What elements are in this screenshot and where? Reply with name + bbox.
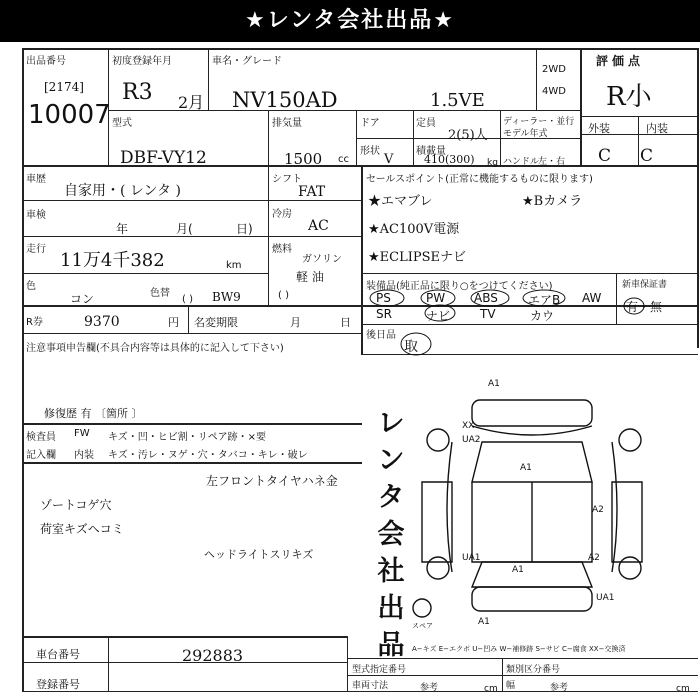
dealer-label: ディーラー・並行 [503, 117, 575, 127]
width-label: 幅 [506, 681, 516, 691]
reg-month: 2月 [178, 93, 205, 112]
car-diagram [412, 372, 698, 634]
mileage-label: 走行 [26, 244, 46, 255]
class-number-label: 類別区分番号 [506, 665, 561, 675]
color-value: コン [70, 292, 95, 306]
name-change-month: 月 [290, 316, 301, 329]
delivery-value: 取 [404, 339, 418, 355]
name-change-day: 日 [340, 316, 351, 329]
color-code: BW9 [212, 290, 241, 304]
model-label: 型式 [112, 118, 132, 129]
vehicle-size-label: 車両寸法 [352, 681, 389, 691]
damage-label: UA2 [462, 435, 481, 445]
warranty-value: 有・無 [626, 300, 663, 314]
damage-label: A1 [520, 463, 532, 473]
inspector-row1: キズ・凹・ヒビ割・リペア跡・×要 [108, 432, 266, 443]
drive-2wd: 2WD [542, 64, 566, 75]
equipment-circles [362, 286, 696, 326]
interior-label: 内装 [646, 122, 668, 135]
color-paren: ( ) [182, 294, 193, 305]
door-label: ドア [360, 118, 380, 129]
exterior-grade: C [598, 146, 612, 166]
equip-tv: TV [480, 307, 496, 321]
shift-label: シフト [272, 174, 302, 185]
equipment-label: 装備品(純正品に限り○をつけてください) [366, 281, 553, 292]
equip-sr: SR [376, 307, 392, 321]
recycle-value: 9370 [84, 314, 120, 330]
cm-label: cm [676, 684, 690, 694]
equip-navi: ナビ [426, 309, 451, 323]
sales-point-item: ★AC100V電源 [368, 222, 460, 237]
sales-point-item: ★エマブレ [368, 194, 433, 209]
type-number-label: 型式指定番号 [352, 665, 407, 675]
interior-grade: C [640, 146, 654, 166]
registration-label: 登録番号 [36, 678, 80, 691]
ref-label: 参考 [550, 683, 569, 693]
mileage-value: 11万4千382 [60, 250, 165, 271]
rental-vertical-text: レンタ会社出品 [377, 408, 405, 661]
car-grade: 1.5VE [430, 90, 485, 111]
shape-label: 形状 [360, 146, 380, 157]
score-value: R小 [606, 82, 652, 112]
name-change-label: 名変期限 [194, 316, 238, 329]
capacity-value: 2(5)人 [448, 128, 488, 143]
reg-year: R3 [122, 80, 153, 105]
color-change-label: 色替 [150, 288, 170, 299]
shift-value: FAT [298, 184, 326, 200]
remark-item: ヘッドライトスリキズ [204, 548, 314, 561]
aircon-label: 冷房 [272, 209, 292, 220]
ref-label: 参考 [420, 683, 439, 693]
recycle-unit: 円 [168, 316, 179, 329]
shaken-label: 車検 [26, 210, 46, 221]
score-label: 評価点 [596, 54, 645, 68]
equip-ps: PS [376, 291, 391, 305]
handle-label: ハンドル [503, 157, 540, 167]
inspector-label: 検査員 [26, 432, 56, 443]
model-year-label: モデル年式 [503, 129, 548, 139]
fuel-paren: ( ) [278, 290, 289, 301]
inspector-fw: FW [74, 428, 90, 439]
damage-legend: A−キズ E−エクボ U−凹み W−補修跡 S−サビ C−腐食 XX−交換済 [412, 645, 626, 653]
sales-points-label: セールスポイント(正常に機能するものに限ります) [366, 174, 593, 185]
damage-label: A1 [478, 617, 490, 627]
shaken-year: 年 [116, 222, 129, 236]
equip-airbag: エアB [528, 293, 561, 307]
inspector-inner: 内装 [74, 450, 94, 461]
handle-opts: 左・右 [538, 157, 566, 167]
fuel-diesel: 軽 油 [296, 270, 324, 284]
damage-label: UA1 [596, 593, 615, 603]
shaken-month: 月( [176, 222, 193, 236]
mileage-unit: km [226, 260, 242, 271]
capacity-label: 定員 [416, 118, 436, 129]
chassis-value: 292883 [182, 646, 244, 665]
car-name: NV150AD [232, 88, 338, 112]
load-unit: kg [487, 158, 498, 168]
cm-label: cm [484, 684, 498, 694]
damage-label: A1 [512, 565, 524, 575]
shape-value: V [384, 152, 394, 167]
history-value: 自家用・( レンタ ) [64, 183, 181, 199]
shaken-day: 日) [236, 222, 253, 236]
displacement-unit: cc [338, 154, 349, 165]
damage-label: A2 [592, 505, 604, 515]
lot-code: [2174] [44, 80, 84, 94]
lot-number: 10007 [28, 100, 111, 130]
car-name-label: 車名・グレード [212, 56, 282, 67]
displacement-label: 排気量 [272, 118, 302, 129]
load-value: 410(300) [424, 153, 475, 166]
delivery-circle [398, 330, 434, 358]
sales-point-item: ★ECLIPSEナビ [368, 250, 467, 265]
new-warranty-label: 新車保証書 [622, 280, 668, 290]
notes-title: 注意事項申告欄(不具合内容等は具体的に記入して下さい) [26, 343, 284, 354]
damage-label: XX [462, 421, 475, 431]
chassis-label: 車台番号 [36, 648, 80, 661]
fuel-label: 燃料 [272, 244, 292, 255]
damage-label: A1 [488, 379, 500, 389]
recycle-label: R券 [26, 317, 43, 328]
lot-label: 出品番号 [26, 56, 66, 67]
sales-point-item: ★Bカメラ [522, 194, 583, 209]
equip-cow: カウ [530, 309, 555, 323]
load-label: 積載量 [416, 146, 446, 157]
inspector-row2: キズ・汚レ・ヌゲ・穴・タバコ・キレ・破レ [108, 450, 308, 461]
equip-abs: ABS [474, 291, 498, 305]
aircon-value: AC [308, 218, 329, 234]
inspector-label2: 記入欄 [26, 450, 56, 461]
first-reg-label: 初度登録年月 [112, 56, 172, 67]
fuel-gasoline: ガソリン [302, 254, 342, 265]
delivery-label: 後日品 [366, 330, 396, 341]
remark-item: 左フロントタイヤハネ金 [206, 474, 338, 488]
damage-label: UA1 [462, 553, 481, 563]
damage-label: A2 [588, 553, 600, 563]
displacement-value: 1500 [284, 150, 323, 168]
remark-item: ゾートコゲ穴 [40, 498, 112, 512]
header-title: ★レンタ会社出品★ [0, 0, 700, 42]
history-label: 車歴 [26, 174, 46, 185]
equip-aw: AW [582, 291, 602, 305]
drive-4wd: 4WD [542, 86, 566, 97]
repair-history: 修復歴 有 〔箇所 〕 [44, 407, 143, 420]
model-value: DBF-VY12 [120, 148, 207, 168]
remark-item: 荷室キズヘコミ [40, 522, 124, 536]
equip-pw: PW [426, 291, 446, 305]
spare-label: スペア [412, 622, 433, 630]
exterior-label: 外装 [588, 122, 610, 135]
color-label: 色 [26, 281, 36, 292]
